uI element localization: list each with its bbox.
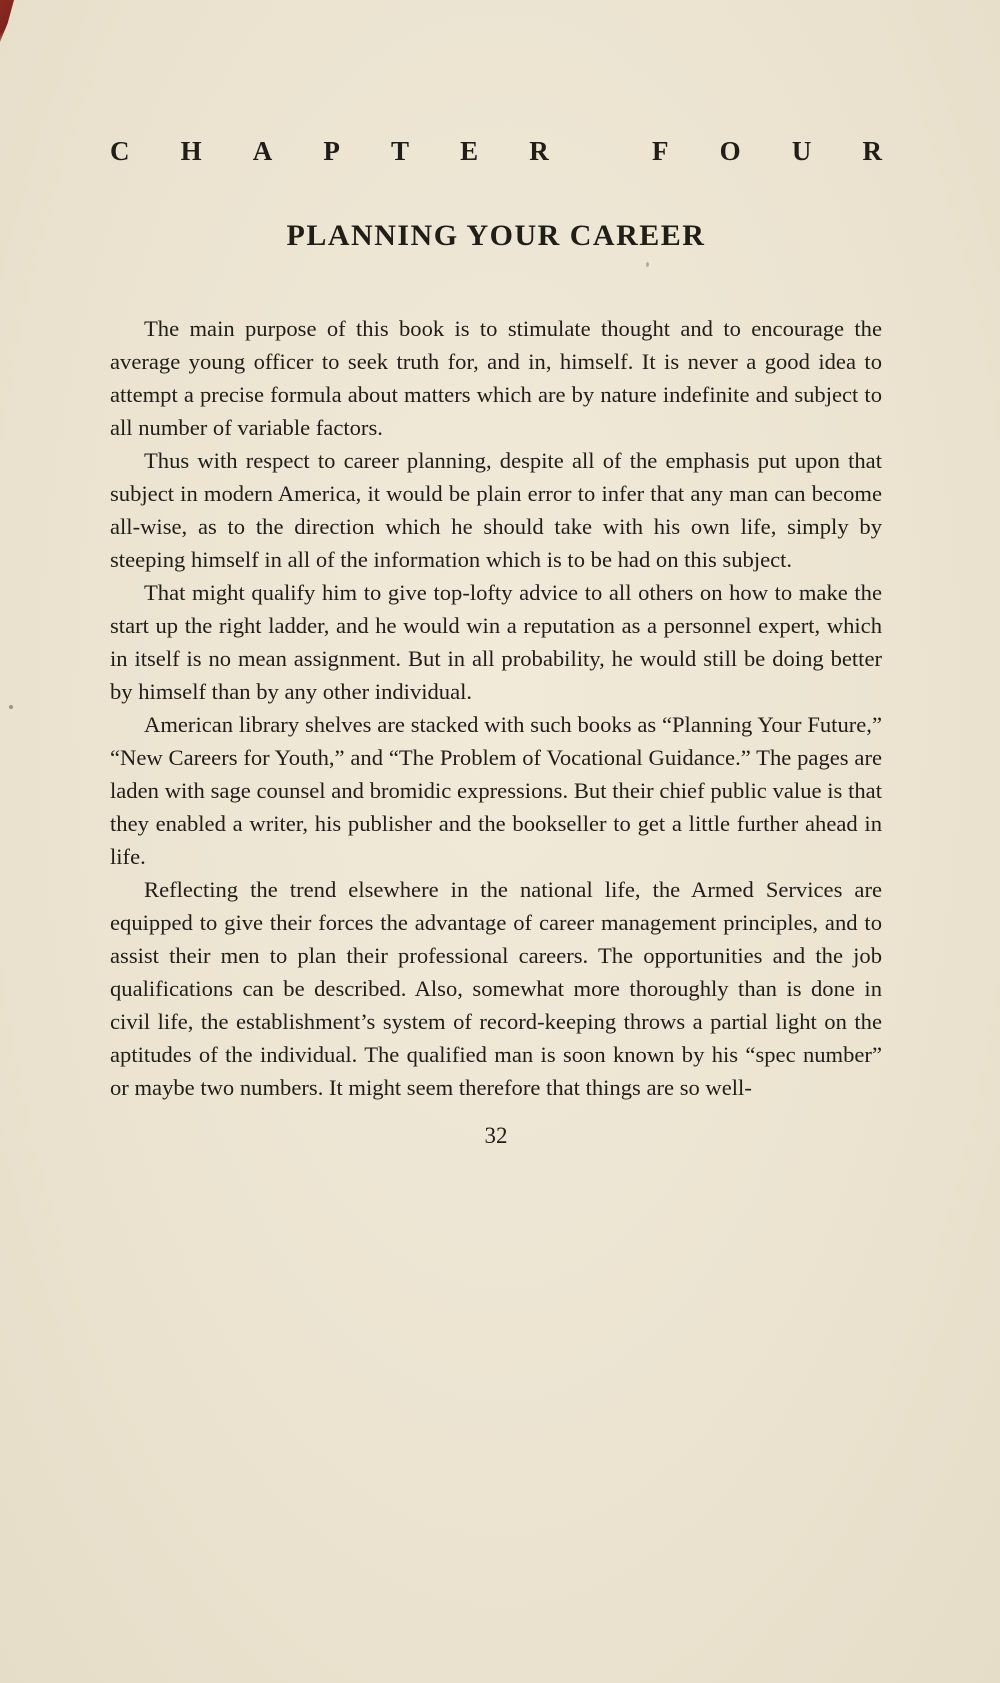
chapter-heading: [110, 0, 882, 165]
paragraph: That might qualify him to give top-lofty advice to all others on how to make the start up the right ladder, and he would win a reputation as a personnel expert, which in itself is no mean assignment. But in all probability, he would still be doing better by himself than by any other individual.: [110, 580, 882, 704]
paragraph: Thus with respect to career planning, despite all of the emphasis put upon that subject in modern America, it would be plain error to infer that any man can become all-wise, as to the direction which he should take with his own life, simply by steeping himself in all of the information which is to be had on this subject.: [110, 448, 882, 572]
page-number: 32: [484, 1123, 508, 1148]
chapter-letter: H: [180, 136, 202, 166]
chapter-letter: T: [391, 136, 410, 166]
paragraph: American library shelves are stacked with such books as “Planning Your Future,” “New Careers for Youth,” and “The Problem of Vocational Guidance.” The pages are laden with sage counsel and bromidic expressions. But their chief public value is that they enabled a writer, his publisher and the bookseller to get a little further ahead in life.: [110, 712, 882, 869]
paper-speck: [9, 705, 13, 709]
chapter-letter: F: [652, 136, 669, 166]
paper-speck: [646, 262, 649, 267]
paragraph: The main purpose of this book is to stimulate thought and to encourage the average young officer to seek truth for, and in, himself. It is never a good idea to attempt a precise formula about matters which are by nature indefinite and subject to all number of variable factors.: [110, 316, 882, 440]
paragraph: Reflecting the trend elsewhere in the national life, the Armed Services are equipped to give their forces the advantage of career management principles, and to assist their men to plan their professional careers. The opportunities and the job qualifications can be described. Also, somewhat more thoroughly than is done in civil life, the establishment’s system of record-keeping throws a partial light on the aptitudes of the individual. The qualified man is soon known by his “spec number” or maybe two numbers. It might seem therefore that things are so well-: [110, 877, 882, 1100]
page-title: PLANNING YOUR CAREER: [286, 219, 706, 252]
chapter-letter: R: [529, 136, 549, 166]
page-footer: [110, 1123, 882, 1149]
body-text: [110, 312, 882, 1104]
chapter-letter: R: [862, 136, 882, 166]
chapter-letter: U: [791, 136, 812, 166]
chapter-letter: A: [252, 136, 273, 166]
chapter-letter: C: [110, 136, 130, 166]
chapter-letter: O: [719, 136, 741, 166]
chapter-letter: E: [460, 136, 479, 166]
chapter-letter: P: [323, 136, 340, 166]
